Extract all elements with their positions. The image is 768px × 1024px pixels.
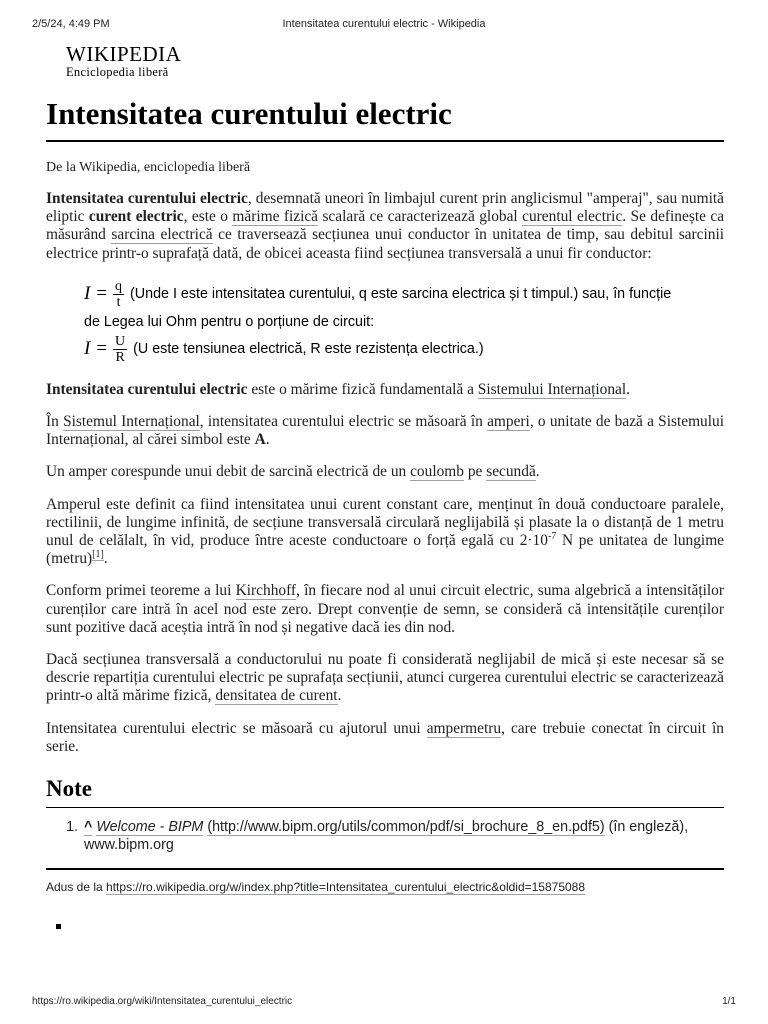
- link-amperi[interactable]: amperi: [487, 413, 530, 431]
- reference-item: 1. ^ Welcome - BIPM (http://www.bipm.org/utils/common/pdf/si_brochure_8_en.pdf5) (în engleză), www.bipm.org: [82, 818, 724, 854]
- link-coulomb[interactable]: coulomb: [410, 463, 464, 481]
- paragraph-current-density: Dacă secțiunea transversală a conductorului nu poate fi considerată neglijabil de mică și este necesar să se descrie repartiția curentului electric pe suprafața secțiunii, atunci curgerea curentului electric se caracterizează printr-o altă mărime fizică, densitatea de curent.: [46, 651, 724, 705]
- print-footer-url: https://ro.wikipedia.org/wiki/Intensitatea_curentului_electric: [32, 996, 293, 1007]
- term-bold-2: curent electric: [88, 208, 184, 226]
- references-list: [46, 818, 724, 854]
- link-densitatea-de-curent[interactable]: densitatea de curent: [215, 687, 338, 705]
- notes-heading: Note: [46, 774, 724, 808]
- reference-link-1[interactable]: [1]: [92, 549, 104, 561]
- logo-wordmark: WIKIPEDIA: [66, 42, 182, 66]
- page-title: Intensitatea curentului electric: [46, 94, 724, 142]
- bullet-marker: [56, 924, 61, 929]
- paragraph-kirchhoff: Conform primei teoreme a lui Kirchhoff, în fiecare nod al unui circuit electric, suma algebrică a intensităților curenților care intră în acel nod este zero. Drept convenție de semn, se consideră că intensitățile curenților sunt pozitive dacă aceștia intră în nod și negative dacă ies din nod.: [46, 582, 724, 636]
- link-curentul-electric[interactable]: curentul electric: [522, 208, 623, 226]
- exponent: -7: [547, 530, 557, 542]
- paragraph-unit: În Sistemul Internațional, intensitatea curentului electric se măsoară în amperi, o unitate de bază a Sistemului Internațional, al cărei simbol este A.: [46, 413, 725, 449]
- paragraph-coulomb: Un amper corespunde unui debit de sarcină electrică de un coulomb pe secundă.: [46, 463, 540, 481]
- formula-1: I = $\frac{q}{t}$ (Unde I este intensitatea curentului, q este sarcina electrica și t timpul.) sau, în funcție: [84, 278, 672, 310]
- permanent-link[interactable]: https://ro.wikipedia.org/w/index.php?title=Intensitatea_curentului_electric&oldid=15875088: [106, 880, 586, 895]
- wikipedia-logo[interactable]: [66, 44, 181, 80]
- print-page-title: Intensitatea curentului electric - Wikipedia: [282, 18, 486, 30]
- fraction-u-r: $\frac{U}{R}$: [115, 333, 126, 365]
- article-content: [46, 94, 724, 894]
- link-secunda[interactable]: secundă: [486, 463, 536, 481]
- formula-block: [84, 279, 724, 365]
- site-tagline: De la Wikipedia, enciclopedia liberă: [46, 160, 251, 175]
- formula-2: I = $\frac{U}{R}$ (U este tensiunea electrică, R este rezistența electrica.): [84, 333, 484, 365]
- paragraph-ammeter: Intensitatea curentului electric se măsoară cu ajutorul unui ampermetru, care trebuie conectat în circuit în serie.: [46, 719, 724, 755]
- link-sarcina-electrica[interactable]: sarcina electrică: [111, 226, 213, 244]
- paragraph-si: Intensitatea curentului electric este o mărime fizică fundamentală a Sistemului Internațional.: [46, 380, 630, 398]
- term-bold: Intensitatea curentului electric: [46, 190, 248, 207]
- link-sistemul-international[interactable]: Sistemul Internațional: [63, 413, 200, 431]
- logo-tagline: Enciclopedia liberă: [66, 65, 169, 79]
- intro-paragraph: Intensitatea curentului electric, desemnată uneori în limbajul curent prin anglicismul "amperaj", sau numită eliptic curent electric, este o mărime fizică scalară ce caracterizează global curentul electric. Se definește ca măsurând sarcina electrică ce traversează secțiunea unui conductor în unitatea de timp, sau debitul sarcinii electrice printr-o suprafață dată, de obicei aceasta fiind secțiunea transversală a unui fir conductor:: [46, 190, 725, 262]
- backlink-caret[interactable]: ^: [84, 819, 93, 836]
- paragraph-ampere-definition: Amperul este definit ca fiind intensitatea unui curent constant care, menținut în două conductoare paralele, rectilinii, de lungime infinită, de secțiune transversală circulară neglijabilă și plasate la o distanță de 1 metru unul de celălalt, în vid, produce între aceste conductoare o forță egală cu $2\cdot 10^{-7}$ N pe unitatea de lungime (metru)[1].: [46, 495, 724, 568]
- reference-url-link[interactable]: (http://www.bipm.org/utils/common/pdf/si_brochure_8_en.pdf5): [207, 819, 605, 836]
- formula-continuation: de Legea lui Ohm pentru o porțiune de circuit:: [84, 313, 375, 330]
- link-marime-fizica[interactable]: mărime fizică: [232, 208, 319, 226]
- link-sistemului-international[interactable]: Sistemului Internațional: [477, 380, 627, 398]
- fraction-q-t: $\frac{q}{t}$: [115, 278, 123, 310]
- link-kirchhoff[interactable]: Kirchhoff: [235, 582, 297, 600]
- print-datetime: 2/5/24, 4:49 PM: [32, 18, 110, 30]
- page-number: 1/1: [722, 996, 736, 1007]
- reference-title-link[interactable]: Welcome - BIPM: [96, 819, 204, 836]
- link-ampermetru[interactable]: ampermetru: [426, 719, 502, 737]
- retrieved-from: Adus de la https://ro.wikipedia.org/w/index.php?title=Intensitatea_curentului_electric&oldid=15875088: [46, 868, 724, 894]
